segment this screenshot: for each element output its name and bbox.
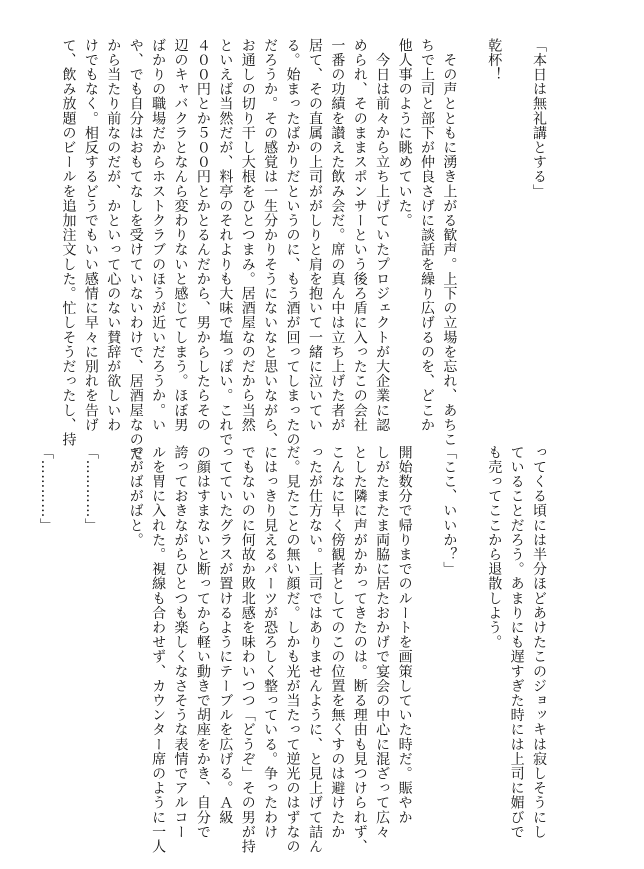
text-line: 「ここ、いいか？」 bbox=[441, 445, 458, 577]
text-line: でもないのに何故か敗北感を味わいつつ「どうぞ」その男が持 bbox=[239, 445, 256, 854]
text-line: その声とともに湧き上がる歓声。上下の立場を忘れ、あちこ bbox=[441, 38, 458, 447]
text-line: 「本日は無礼講とする」 bbox=[531, 38, 547, 199]
text-line: ちで上司と部下が仲良さげに談話を繰り広げるのを、どこか bbox=[418, 38, 435, 433]
text-line: でがばがばと。 bbox=[127, 445, 144, 548]
text-line: ルを胃に入れた。視線も合わせず、カウンター席のように一人 bbox=[150, 445, 167, 854]
text-line: こんなに早く傍観者としてのこの位置を無くすのは避けたか bbox=[329, 445, 346, 840]
text-line: 誇っておきながらひとつも楽しくなさそうな表情でアルコー bbox=[172, 445, 189, 840]
text-line: る。始まったばかりだというのに、もう酒が回ってしまったの bbox=[284, 38, 301, 447]
text-line: て、飲み放題のビールを追加注文した。忙しそうだったし、持 bbox=[60, 38, 77, 447]
top-text-block bbox=[60, 38, 550, 462]
text-line: ってくる頃には半分ほどあけたこのジョッキは寂しそうにし bbox=[531, 445, 547, 840]
text-line: しがたまたま両脇に居たおかげで宴会の中心に混ざって広々 bbox=[374, 445, 391, 840]
text-line: ったが仕方ない。上司ではありませんように、と見上げて詰ん bbox=[306, 445, 323, 854]
text-line: ばかりの職場だからホストクラブのほうが近いだろうか。い bbox=[150, 38, 167, 433]
text-line bbox=[416, 445, 438, 845]
text-line: や、でも自分はおもてなしを受けていないわけで、居酒屋なのだ bbox=[127, 38, 144, 462]
text-line: の顔はすまないと断ってから軽い動きで胡座をかき、自分で bbox=[194, 445, 211, 840]
text-line: だ。見たことの無い顔だ。しかも光が当たって逆光のはずなの bbox=[284, 445, 301, 854]
text-line: けでもなく。相反するどうでもいい感情に早々に別れを告げ bbox=[82, 38, 99, 433]
text-line bbox=[505, 38, 527, 430]
text-line: だろうか。その感覚は一生分かりそうにないなと思いながら、 bbox=[262, 38, 279, 447]
text-line bbox=[460, 38, 482, 430]
text-line: とした隣に声がかかってきたのは。断る理由も見つけられず、 bbox=[351, 445, 368, 854]
text-line: められ、そのままスポンサーという後ろ盾に入ったこの会社 bbox=[351, 38, 368, 433]
text-line: 今日は前々から立ち上げていたプロジェクトが大企業に認 bbox=[374, 38, 391, 433]
text-line bbox=[102, 445, 124, 845]
text-line: 「…………」 bbox=[82, 445, 99, 533]
text-line: ４００円とか５００円とかとるんだから、男からしたらその bbox=[194, 38, 211, 433]
text-line: 「…………」 bbox=[38, 445, 55, 533]
text-line: にはっきり見えるパーツが恐ろしく整っている。争ったわけ bbox=[262, 445, 279, 840]
bottom-text-block bbox=[38, 445, 550, 854]
text-line: ってていたグラスが置けるようにテーブルを広げる。Ａ級 bbox=[217, 445, 234, 825]
text-line: お通しの切り干し大根をひとつまみ。居酒屋なのだから当然 bbox=[239, 38, 256, 433]
text-line: 他人事のように眺めていた。 bbox=[396, 38, 413, 228]
text-line: 開始数分で帰りまでのルートを画策していた時だ。賑やか bbox=[396, 445, 413, 825]
text-line: 辺のキャバクラとなんら変わりないと感じてしまう。ほぼ男 bbox=[172, 38, 189, 433]
text-line: 一番の功績を讃えた飲み会だ。席の真ん中は立ち上げた者が bbox=[329, 38, 346, 433]
text-line: 居て、その直属の上司ががしりと肩を抱いて一緒に泣いてい bbox=[306, 38, 323, 433]
text-line: も売ってここから退散しよう。 bbox=[486, 445, 503, 650]
text-line: といえば当然だが、料亭のそれよりも大味で塩っぽい。これで bbox=[217, 38, 234, 447]
text-line: ていることだろう。あまりにも遅すぎた時には上司に媚びで bbox=[508, 445, 525, 840]
text-line: 乾杯！ bbox=[486, 38, 503, 82]
text-line bbox=[460, 445, 482, 845]
text-line: から当たり前なのだが、かといって心のない賛辞が欲しいわ bbox=[105, 38, 122, 433]
text-line bbox=[57, 445, 79, 845]
